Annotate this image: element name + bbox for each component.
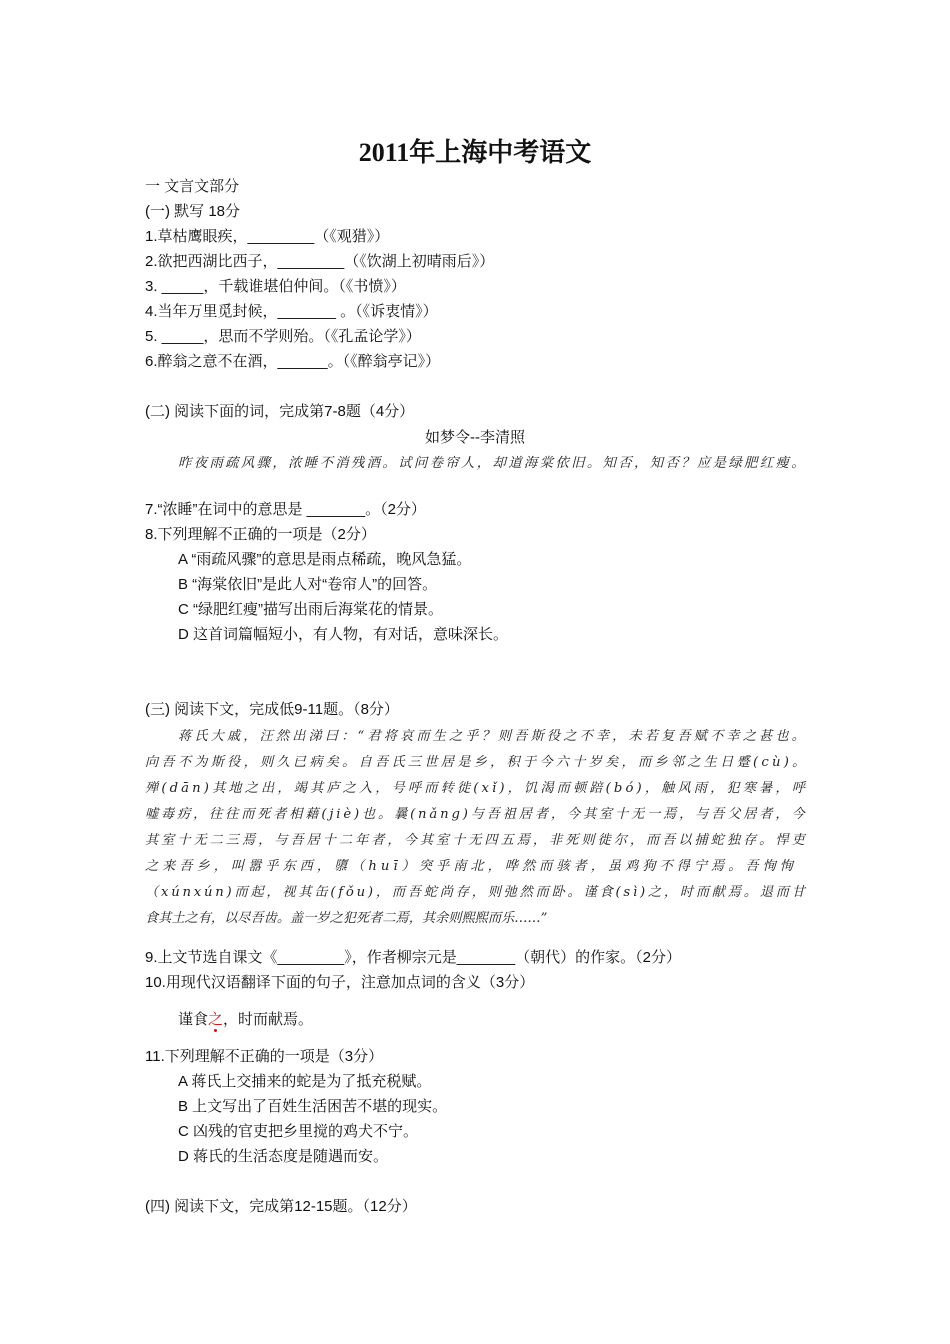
question-8: 8.下列理解不正确的一项是（2分）: [145, 526, 376, 543]
dictation-item-4: 4.当年万里觅封候，_______ 。（《诉衷情》）: [145, 303, 438, 320]
poem-title: 如梦令--李清照: [425, 429, 525, 446]
section-2-heading: (二) 阅读下面的词，完成第7-8题（4分）: [145, 403, 415, 420]
dictation-item-1: 1.草枯鹰眼疾，________（《观猎》）: [145, 228, 390, 245]
q11-option-b: B 上文写出了百姓生活困苦不堪的现实。: [178, 1098, 448, 1115]
dictation-item-2: 2.欲把西湖比西子，________（《饮湖上初晴雨后》）: [145, 253, 495, 270]
q8-option-c: C “绿肥红瘦”描写出雨后海棠花的情景。: [178, 601, 443, 618]
section-1-heading: (一) 默写 18分: [145, 203, 241, 220]
dictation-item-5: 5. _____，思而不学则殆。（《孔孟论学》）: [145, 328, 421, 345]
section-3-heading: (三) 阅读下文，完成低9-11题。（8分）: [145, 701, 399, 718]
passage-line-1: 蒋氏大戚，汪然出涕曰：“君将哀而生之乎？则吾斯役之不幸，未若复吾赋不幸之甚也。: [178, 729, 808, 744]
question-7: 7.“浓睡”在词中的意思是 _______。（2分）: [145, 501, 426, 518]
page-title: 2011年上海中考语文: [358, 138, 592, 167]
passage-line-3: 殚(dān)其地之出，竭其庐之入，号呼而转徙(xǐ)，饥渴而顿踣(bó)，触风雨，犯寒暑，呼: [145, 781, 809, 796]
question-9: 9.上文节选自课文《________》，作者柳宗元是_______（朝代）的作家。（2分）: [145, 949, 681, 966]
q11-option-c: C 凶残的官吏把乡里搅的鸡犬不宁。: [178, 1123, 419, 1140]
question-10: 10.用现代汉语翻译下面的句子，注意加点词的含义（3分）: [145, 974, 535, 991]
passage-line-6: 之来吾乡，叫嚣乎东西，隳（huī）突乎南北，哗然而骇者，虽鸡狗不得宁焉。吾恂恂: [145, 859, 797, 874]
dictation-item-6: 6.醉翁之意不在酒，______。（《醉翁亭记》）: [145, 353, 441, 370]
passage-line-4: 嘘毒疠，往往而死者相藉(jiè)也。曩(nǎng)与吾祖居者，今其室十无一焉，与吾父居者，今: [145, 807, 808, 822]
q8-option-a: A “雨疏风骤”的意思是雨点稀疏，晚风急猛。: [178, 551, 472, 568]
poem-text: 昨夜雨疏风骤，浓睡不消残酒。试问卷帘人，却道海棠依旧。知否，知否？应是绿肥红瘦。: [178, 456, 807, 471]
passage-line-7: （xúnxún)而起，视其缶(fǒu)，而吾蛇尚存，则弛然而卧。谨食(sì)之，时而献焉。退而甘: [145, 885, 808, 900]
dotted-word: 之: [208, 1011, 224, 1028]
question-11: 11.下列理解不正确的一项是（3分）: [145, 1048, 384, 1065]
passage-line-8: 食其土之有，以尽吾齿。盖一岁之犯死者二焉，其余则熙熙而乐……”: [145, 911, 548, 926]
translation-sentence: [178, 1008, 313, 1032]
q8-option-b: B “海棠依旧”是此人对“卷帘人”的回答。: [178, 576, 438, 593]
sentence-pre: 谨食: [178, 1011, 209, 1028]
passage-line-2: 向吾不为斯役，则久已病矣。自吾氏三世居是乡，积于今六十岁矣，而乡邻之生日蹙(cù)。: [145, 755, 809, 770]
dictation-item-3: 3. _____，千载谁堪伯仲间。（《书愤》）: [145, 278, 406, 295]
passage-line-5: 其室十无二三焉，与吾居十二年者，今其室十无四五焉，非死则徙尔，而吾以捕蛇独存。悍吏: [145, 833, 808, 848]
q8-option-d: D 这首词篇幅短小，有人物，有对话，意味深长。: [178, 626, 509, 643]
q11-option-d: D 蒋氏的生活态度是随遇而安。: [178, 1148, 389, 1165]
part-heading: 一 文言文部分: [145, 178, 240, 195]
sentence-post: ，时而献焉。: [223, 1011, 314, 1028]
q11-option-a: A 蒋氏上交捕来的蛇是为了抵充税赋。: [178, 1073, 432, 1090]
section-4-heading: (四) 阅读下文，完成第12-15题。（12分）: [145, 1198, 417, 1215]
